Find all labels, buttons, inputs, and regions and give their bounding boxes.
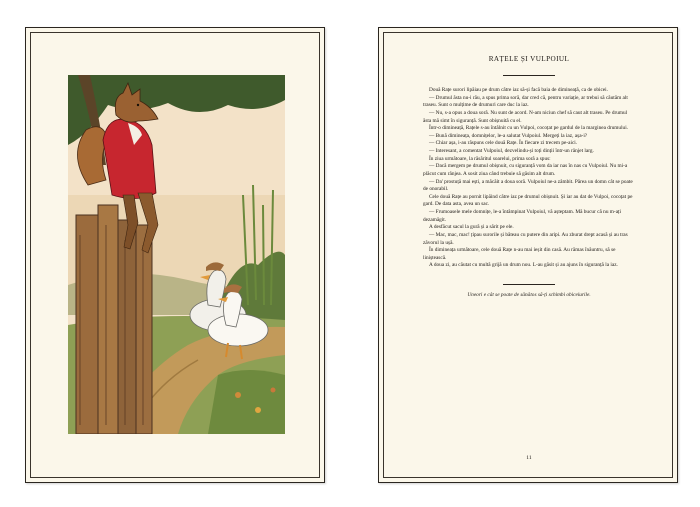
paragraph: În dimineața următoare, cele două Rațe n-au mai ieșit din casă. Au rămas înăuntru, să se liniștească.	[423, 247, 616, 261]
paragraph: — Drumul ăsta nu-i rău, a spus prima soră, dar cred că, pentru variație, ar trebui să căutăm alt traseu. Sunt o mulțime de drumuri care duc la iaz.	[423, 94, 628, 109]
story-moral: Uneori e cât se poate de sănătos să-ți schimbi obiceiurile.	[467, 292, 591, 298]
fox-eye	[137, 104, 139, 106]
paragraph: Într-o dimineață, Rațele s-au întâlnit cu un Vulpoi, cocoțat pe gardul de la marginea drumului.	[429, 125, 628, 132]
fence-post	[118, 220, 136, 434]
story-title: RAȚELE ȘI VULPOIUL	[488, 55, 570, 63]
paragraph: — Frumoasele mele domnițe, le-a întâmpinat Vulpoiul, vă așteptam. Mă bucur că nu m-ați dezamăgit.	[423, 209, 621, 223]
page-number: 11	[526, 455, 532, 461]
paragraph: — Bună dimineața, domnițelor, le-a salutat Vulpoiul. Mergeți la iaz, așa-i?	[429, 132, 588, 139]
fence-post	[76, 215, 98, 434]
flower	[255, 407, 261, 413]
illustration-svg	[68, 75, 285, 434]
paragraph: — Da' prostuță mai ești, a măcăit a doua soră. Vulpoiul ne-a zâmbit. Părea un domn cât se poate de onorabil.	[423, 178, 633, 193]
paragraph: Două Rațe surori lipăiau pe drum către iaz să-și facă baia de dimineață, ca de obicei.	[429, 87, 608, 93]
title-divider	[503, 75, 555, 76]
paragraph: — Interesant, a comentat Vulpoiul, dezvelindu-și toți dinții într-un rânjet larg.	[429, 148, 594, 154]
paragraph: — Nu, s-a opus a doua soră. Nu sunt de acord. N-am niciun chef să caut alt traseu. Pe drumul ăsta mă simt în siguranță. Sunt obișnuită cu el.	[423, 109, 628, 124]
story-block	[423, 52, 635, 299]
story-body	[423, 87, 635, 270]
right-page	[378, 27, 678, 483]
paragraph: A desfăcut sacul la gură și a sărit pe ele.	[429, 224, 514, 231]
illustration-fox-and-ducks	[68, 75, 285, 434]
flower	[235, 392, 241, 398]
paragraph: A doua zi, au căutat cu multă grijă un drum nou. L-au găsit și au ajuns în siguranță la iaz.	[429, 262, 618, 269]
paragraph: — Dacă mergem pe drumul obișnuit, cu siguranță vom da iar nas în nas cu Vulpoiul. Nu mi-a plăcut cum rânjea. A sosit ziua când trebuie să găsim alt drum.	[423, 163, 628, 177]
paragraph: Cele două Rațe au pornit lipăind către iaz pe drumul obișnuit. Și iar au dat de Vulpoi, cocoțat pe gard. De data asta, avea un sac.	[423, 193, 633, 208]
paragraph: — Chiar așa, i-au răspuns cele două Rațe. În fiecare zi trecem pe-aici.	[429, 140, 578, 147]
fence-post	[98, 205, 118, 434]
flower-bank	[208, 370, 285, 434]
moral-divider	[503, 284, 555, 285]
flower	[271, 388, 276, 393]
paragraph: — Mac, mac, mac! țipau surorile și băteau cu putere din aripi. Au zburat drept acasă și au tras zăvorul la ușă.	[423, 231, 628, 246]
left-page	[25, 27, 325, 483]
fence-post	[136, 225, 152, 434]
paragraph: În ziua următoare, la răsăritul soarelui, prima soră a spus:	[429, 155, 551, 162]
